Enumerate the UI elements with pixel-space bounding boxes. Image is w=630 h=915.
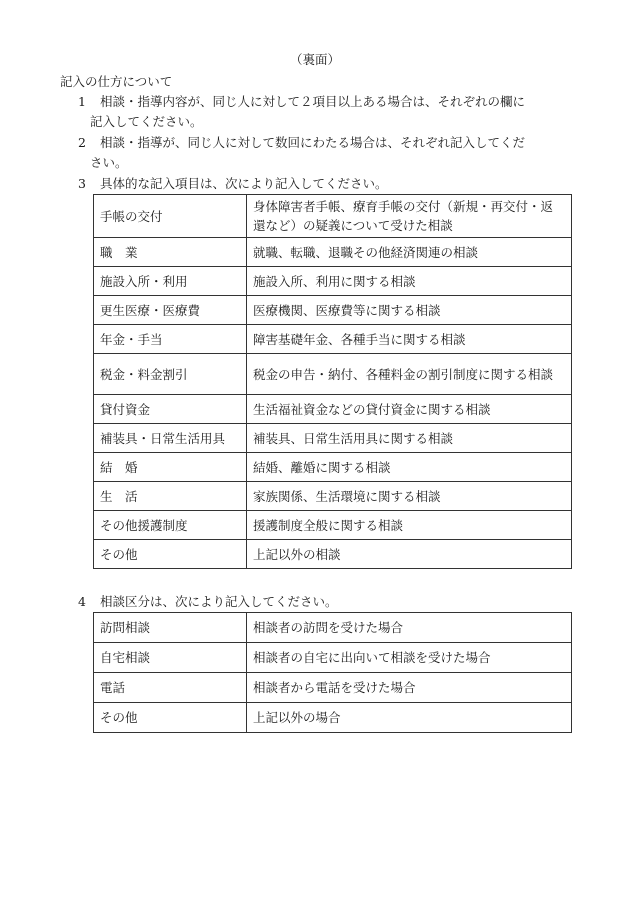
description-cell: 施設入所、利用に関する相談 (247, 267, 572, 296)
instruction-item-1 (78, 92, 578, 132)
table-row (94, 325, 572, 354)
description-cell: 相談者の訪問を受けた場合 (247, 613, 572, 643)
item-number: 3 (78, 176, 86, 191)
instruction-item-2 (78, 133, 578, 173)
item-text: 相談区分は、次により記入してください。 (100, 594, 338, 609)
consultation-items-table (93, 194, 572, 569)
description-cell: 医療機関、医療費等に関する相談 (247, 296, 572, 325)
description-cell: 結婚、離婚に関する相談 (247, 453, 572, 482)
description-cell: 援護制度全般に関する相談 (247, 511, 572, 540)
description-cell: 補装具、日常生活用具に関する相談 (247, 424, 572, 453)
item-number: 1 (78, 94, 86, 109)
page-title: （裏面） (289, 52, 340, 67)
table-row (94, 424, 572, 453)
category-cell: 職 業 (94, 238, 247, 267)
instruction-item-4 (78, 592, 578, 612)
item-text-line2: さい。 (90, 155, 128, 170)
description-cell: 障害基礎年金、各種手当に関する相談 (247, 325, 572, 354)
item-text-line1: 相談・指導が、同じ人に対して数回にわたる場合は、それぞれ記入してくだ (100, 135, 526, 150)
table-row (94, 296, 572, 325)
category-cell: 結 婚 (94, 453, 247, 482)
table-row (94, 354, 572, 395)
item-text: 具体的な記入項目は、次により記入してください。 (100, 176, 388, 191)
instruction-item-3 (78, 174, 578, 194)
description-cell: 身体障害者手帳、療育手帳の交付（新規・再交付・返還など）の疑義について受けた相談 (247, 195, 572, 238)
category-cell: 訪問相談 (94, 613, 247, 643)
category-cell: 電話 (94, 673, 247, 703)
category-cell: 貸付資金 (94, 395, 247, 424)
category-cell: 更生医療・医療費 (94, 296, 247, 325)
section-heading: 記入の仕方について (60, 74, 173, 89)
description-cell: 相談者から電話を受けた場合 (247, 673, 572, 703)
item-number: 2 (78, 135, 86, 150)
item-number: 4 (78, 594, 86, 609)
table-row (94, 195, 572, 238)
category-cell: 生 活 (94, 482, 247, 511)
table-row (94, 703, 572, 733)
table-row (94, 540, 572, 569)
table-row (94, 238, 572, 267)
table-row (94, 395, 572, 424)
category-cell: 施設入所・利用 (94, 267, 247, 296)
description-cell: 税金の申告・納付、各種料金の割引制度に関する相談 (247, 354, 572, 395)
table-row (94, 673, 572, 703)
table-row (94, 482, 572, 511)
table-row (94, 453, 572, 482)
consultation-type-table (93, 612, 572, 733)
table-row (94, 613, 572, 643)
table-row (94, 511, 572, 540)
category-cell: その他 (94, 540, 247, 569)
description-cell: 上記以外の場合 (247, 703, 572, 733)
item-text-line2: 記入してください。 (90, 114, 203, 129)
description-cell: 上記以外の相談 (247, 540, 572, 569)
table-row (94, 643, 572, 673)
description-cell: 家族関係、生活環境に関する相談 (247, 482, 572, 511)
category-cell: 手帳の交付 (94, 195, 247, 238)
description-cell: 就職、転職、退職その他経済関連の相談 (247, 238, 572, 267)
category-cell: 年金・手当 (94, 325, 247, 354)
category-cell: その他 (94, 703, 247, 733)
category-cell: 補装具・日常生活用具 (94, 424, 247, 453)
table-row (94, 267, 572, 296)
description-cell: 相談者の自宅に出向いて相談を受けた場合 (247, 643, 572, 673)
category-cell: 税金・料金割引 (94, 354, 247, 395)
description-cell: 生活福祉資金などの貸付資金に関する相談 (247, 395, 572, 424)
item-text-line1: 相談・指導内容が、同じ人に対して２項目以上ある場合は、それぞれの欄に (100, 94, 526, 109)
category-cell: 自宅相談 (94, 643, 247, 673)
category-cell: その他援護制度 (94, 511, 247, 540)
